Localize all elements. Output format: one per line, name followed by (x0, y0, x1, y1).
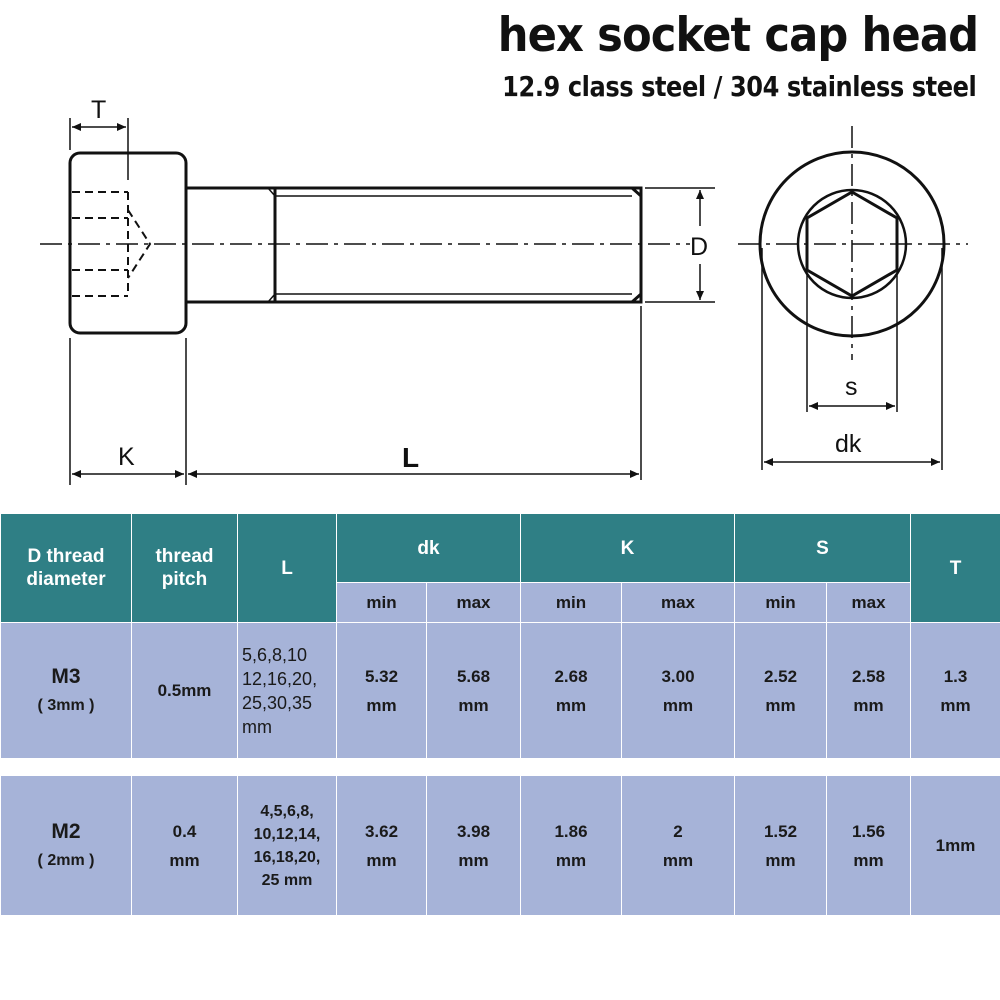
pitch-cell: 0.4 mm (132, 776, 238, 916)
header-d-thread: D thread diameter (1, 514, 132, 623)
k-min-cell: 2.68 mm (521, 623, 622, 759)
t-cell: 1mm (911, 776, 1000, 916)
size-mm: ( 3mm ) (37, 696, 95, 714)
subheader-min: min (735, 583, 827, 623)
size-label: M2 (51, 819, 81, 843)
s-max-cell: 1.56 mm (827, 776, 911, 916)
subheader-max: max (827, 583, 911, 623)
label-t: T (91, 96, 107, 124)
dk-min-cell: 3.62 mm (337, 776, 427, 916)
k-min-cell: 1.86 mm (521, 776, 622, 916)
table-row (1, 776, 1000, 916)
header-s: S (735, 514, 911, 583)
table-row (1, 623, 1000, 759)
size-cell (1, 623, 132, 759)
s-max-cell: 2.58 mm (827, 623, 911, 759)
lengths-cell: 4,5,6,8, 10,12,14, 16,18,20, 25 mm (238, 776, 337, 916)
t-cell: 1.3 mm (911, 623, 1000, 759)
k-max-cell: 2 mm (622, 776, 735, 916)
subheader-min: min (337, 583, 427, 623)
size-label: M3 (51, 664, 81, 688)
subheader-min: min (521, 583, 622, 623)
s-min-cell: 2.52 mm (735, 623, 827, 759)
page-title: hex socket cap head (497, 8, 978, 63)
header-k: K (521, 514, 735, 583)
label-dk: dk (835, 430, 862, 458)
header-l: L (238, 514, 337, 623)
dk-max-cell: 5.68 mm (427, 623, 521, 759)
size-mm: ( 2mm ) (37, 851, 95, 869)
subheader-max: max (622, 583, 735, 623)
page-subtitle: 12.9 class steel / 304 stainless steel (501, 70, 976, 103)
label-k: K (118, 443, 135, 471)
dk-max-cell: 3.98 mm (427, 776, 521, 916)
size-cell (1, 776, 132, 916)
header-t: T (911, 514, 1000, 623)
spec-table (0, 513, 1000, 759)
screw-shank (186, 188, 641, 302)
lengths-cell: 5,6,8,10 12,16,20, 25,30,35 mm (238, 623, 337, 759)
pitch-cell: 0.5mm (132, 623, 238, 759)
screw-side-view (70, 153, 641, 333)
screw-end-view (738, 126, 968, 360)
header-thread-pitch: thread pitch (132, 514, 238, 623)
k-max-cell: 3.00 mm (622, 623, 735, 759)
s-min-cell: 1.52 mm (735, 776, 827, 916)
dk-min-cell: 5.32 mm (337, 623, 427, 759)
label-d: D (690, 233, 709, 261)
spec-table-m2 (0, 775, 1000, 916)
subheader-max: max (427, 583, 521, 623)
label-l: L (402, 442, 420, 473)
label-s: s (845, 373, 858, 401)
header-dk: dk (337, 514, 521, 583)
